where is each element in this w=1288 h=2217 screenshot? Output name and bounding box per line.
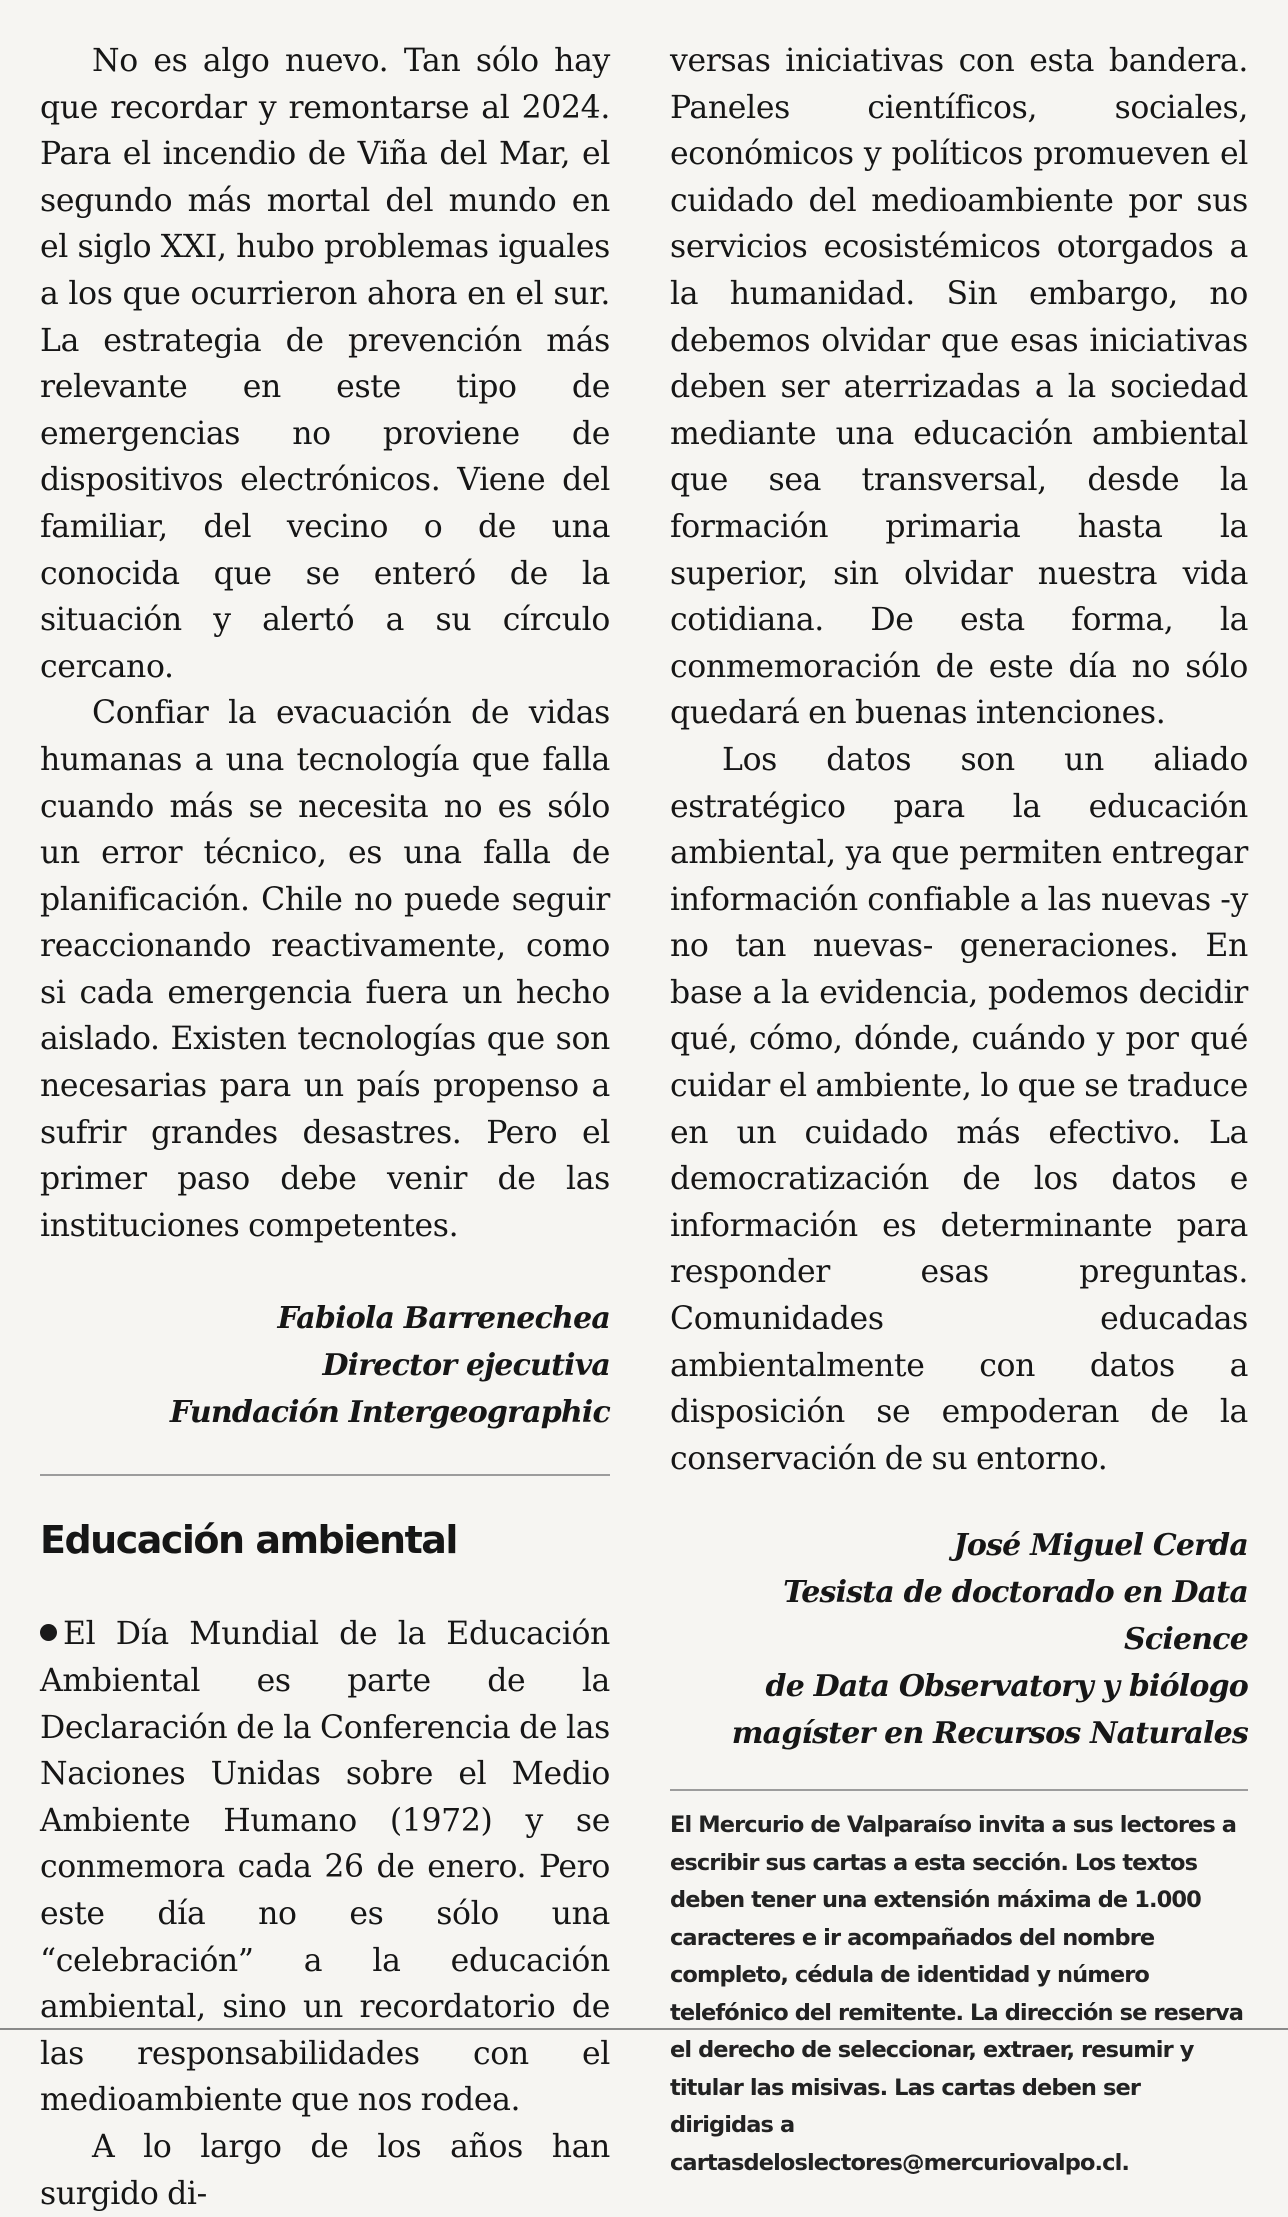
bullet-icon [40, 1624, 57, 1641]
signature-organization: Fundación Intergeographic [169, 1395, 610, 1431]
signature-name: Fabiola Barrenechea [277, 1301, 610, 1337]
notice-divider [670, 1789, 1248, 1791]
signature-role-line-3: magíster en Recursos Naturales [731, 1716, 1248, 1752]
section-divider [40, 1474, 610, 1476]
letter-2-paragraph-3: Los datos son un aliado estratégico para la educación ambiental, ya que permiten entregar información confiable a las nuevas -y no tan nuevas- generaciones. En base a la evidencia, podemos decidir qué, cómo, dónde, cuándo y por qué cuidar el ambiente, lo que se traduce en un cuidado más efectivo. La democratización de los datos e información es determinante para responder esas preguntas. Comunidades educadas ambientalmente con datos a disposición se empoderan de la conservación de su entorno. [670, 741, 1248, 1477]
right-column [670, 38, 1248, 2182]
signature-role-line-1: Tesista de doctorado en Data Science [783, 1575, 1248, 1658]
submission-notice: El Mercurio de Valparaíso invita a sus lectores a escribir sus cartas a esta sección. Los textos deben tener una extensión máxima de 1.000 caracteres e ir acompañados del nombre completo, cédula de identidad y número telefónico del remitente. La dirección se reserva el derecho de seleccionar, extraer, resumir y titular las misivas. Las cartas deben ser dirigidas a cartasdeloslectores@mercuriovalpo.cl. [670, 1812, 1244, 2176]
page-bottom-rule [0, 2028, 1288, 2030]
letter-1-signature [40, 1295, 610, 1436]
section-title: Educación ambiental [40, 1518, 457, 1563]
letter-1-paragraph-2: Confiar la evacuación de vidas humanas a una tecnología que falla cuando más se necesita no es sólo un error técnico, es una falla de planificación. Chile no puede seguir reaccionando reactivamente, como si cada emergencia fuera un hecho aislado. Existen tecnologías que son necesarias para un país propenso a sufrir grandes desastres. Pero el primer paso debe venir de las instituciones competentes. [40, 695, 610, 1244]
letter-2-paragraph-2: A lo largo de los años han surgido di- [40, 2128, 610, 2212]
letter-2-paragraph-1 [40, 1611, 610, 2124]
signature-role-line-2: de Data Observatory y biólogo [765, 1669, 1248, 1705]
letter-2-paragraph-continued: versas iniciativas con esta bandera. Paneles científicos, sociales, económicos y políticos promueven el cuidado del medioambiente por sus servicios ecosistémicos otorgados a la humanidad. Sin embargo, no debemos olvidar que esas iniciativas deben ser aterrizadas a la sociedad mediante una educación ambiental que sea transversal, desde la formación primaria hasta la superior, sin olvidar nuestra vida cotidiana. De esta forma, la conmemoración de este día no sólo quedará en buenas intenciones. [670, 43, 1248, 732]
left-column [40, 38, 610, 2217]
letter-2-paragraph-1-text: El Día Mundial de la Educación Ambiental es parte de la Declaración de la Conferencia de las Naciones Unidas sobre el Medio Ambiente Humano (1972) y se conmemora cada 26 de enero. Pero este día no es sólo una “celebración” a la educación ambiental, sino un recordatorio de las responsabilidades con el medioambiente que nos rodea. [40, 1616, 610, 2119]
signature-role: Director ejecutiva [322, 1348, 610, 1384]
letter-1-paragraph-1: No es algo nuevo. Tan sólo hay que recordar y remontarse al 2024. Para el incendio de Viña del Mar, el segundo más mortal del mundo en el siglo XXI, hubo problemas iguales a los que ocurrieron ahora en el sur. La estrategia de prevención más relevante en este tipo de emergencias no proviene de dispositivos electrónicos. Viene del familiar, del vecino o de una conocida que se enteró de la situación y alertó a su círculo cercano. [40, 43, 610, 685]
letter-2-signature [670, 1522, 1248, 1757]
signature-name: José Miguel Cerda [953, 1528, 1248, 1564]
